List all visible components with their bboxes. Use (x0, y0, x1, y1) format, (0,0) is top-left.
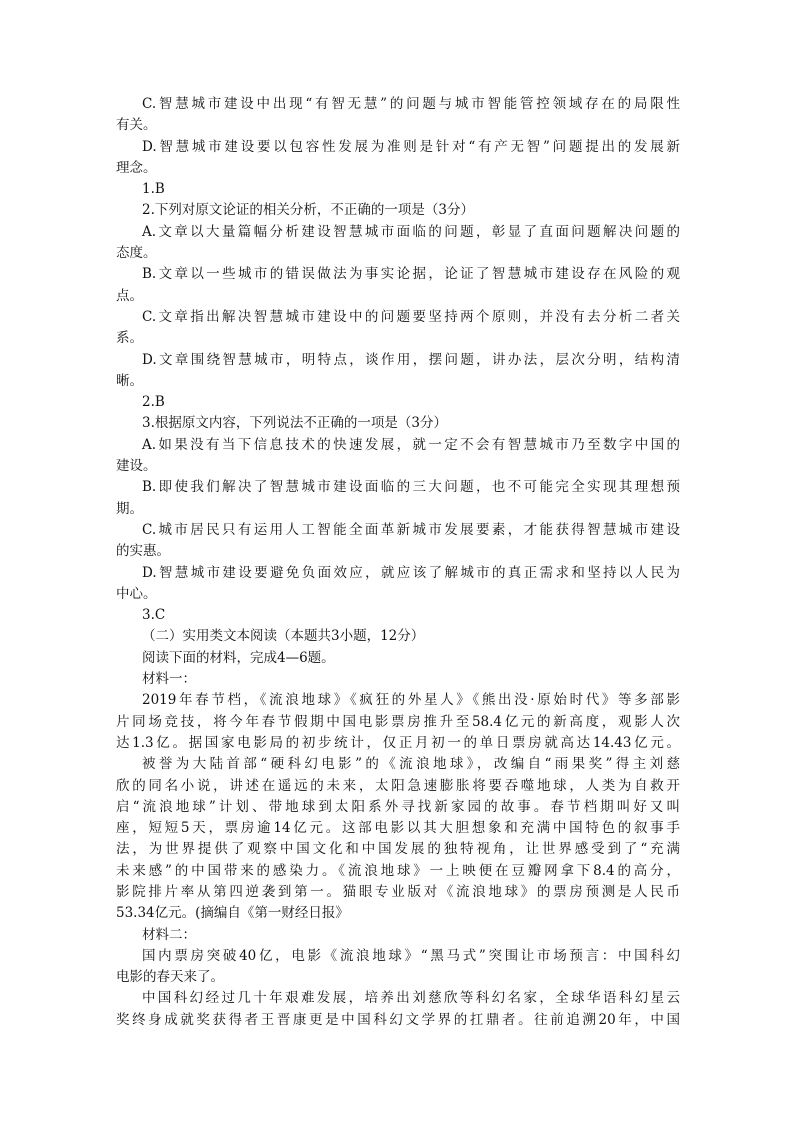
text-line: 片同场竞技，将今年春节假期中国电影票房推升至58.4亿元的新高度，观影人次 (116, 713, 680, 730)
text-line: D.智慧城市建设要以包容性发展为准则是针对“有产无智”问题提出的发展新 (142, 138, 680, 155)
text-line: 点。 (116, 287, 143, 304)
text-line: 座，短短5天，票房逾14亿元。这部电影以其大胆想象和充满中国特色的叙事手 (116, 820, 680, 837)
text-line: A.文章以大量篇幅分析建设智慧城市面临的问题，彰显了直面问题解决问题的 (142, 223, 680, 240)
text-line: 理念。 (116, 159, 157, 176)
text-line: 国内票房突破40亿，电影《流浪地球》“黑马式”突围让市场预言：中国科幻 (142, 947, 680, 964)
text-line: 期。 (116, 500, 143, 517)
text-line: 建设。 (116, 458, 157, 475)
answer-line: 3.C (142, 607, 166, 624)
text-line: B.即使我们解决了智慧城市建设面临的三大问题，也不可能完全实现其理想预 (142, 479, 680, 496)
text-line: 的实惠。 (116, 543, 170, 560)
material-heading: 材料一： (142, 671, 196, 688)
section-heading: （二）实用类文本阅读（本题共3小题，12分） (142, 628, 425, 645)
text-line: 晰。 (116, 372, 143, 389)
text-line: 未来感”的中国带来的感染力。《流浪地球》一上映便在豆瓣网拿下8.4的高分， (116, 862, 680, 879)
answer-line: 2.B (142, 394, 165, 411)
text-line: C.智慧城市建设中出现“有智无慧”的问题与城市智能管控领域存在的局限性 (142, 96, 680, 112)
text-line: 有关。 (116, 117, 157, 134)
material-heading: 材料二： (142, 926, 196, 943)
text-line: 中心。 (116, 585, 157, 602)
question-line: 3.根据原文内容，下列说法不正确的一项是（3分） (142, 415, 447, 432)
answer-line: 1.B (142, 181, 165, 198)
text-line: 中国科幻经过几十年艰难发展，培养出刘慈欣等科幻名家，全球华语科幻星云 (142, 990, 680, 1007)
question-line: 2.下列对原文论证的相关分析，不正确的一项是（3分） (142, 202, 474, 219)
text-line: 系。 (116, 330, 143, 347)
text-line: 影院排片率从第四逆袭到第一。猫眼专业版对《流浪地球》的票房预测是人民币 (116, 883, 680, 900)
document-page (116, 94, 680, 1031)
text-line: D.智慧城市建设要避免负面效应，就应该了解城市的真正需求和坚持以人民为 (142, 564, 680, 581)
text-line: 被誉为大陆首部“硬科幻电影”的《流浪地球》，改编自“雨果奖”得主刘慈 (142, 756, 680, 773)
text-line: B.文章以一些城市的错误做法为事实论据，论证了智慧城市建设存在风险的观 (142, 266, 680, 283)
text-line: 53.34亿元。(摘编自《第一财经日报》 (116, 905, 349, 922)
text-line: 2019年春节档，《流浪地球》《疯狂的外星人》《熊出没·原始时代》等多部影 (142, 692, 680, 709)
text-line: 启“流浪地球”计划、带地球到太阳系外寻找新家园的故事。春节档期叫好又叫 (116, 798, 680, 815)
text-line: 态度。 (116, 245, 157, 262)
text-line: 欣的同名小说，讲述在遥远的未来，太阳急速膨胀将要吞噬地球，人类为自救开 (116, 777, 680, 794)
text-line: 电影的春天来了。 (116, 969, 224, 986)
text-line: D.文章围绕智慧城市，明特点，谈作用，摆问题，讲办法，层次分明，结构清 (142, 351, 680, 368)
text-line: 达1.3亿。据国家电影局的初步统计，仅正月初一的单日票房就高达14.43亿元。 (116, 734, 680, 751)
text-line: C.城市居民只有运用人工智能全面革新城市发展要素，才能获得智慧城市建设 (142, 521, 680, 538)
text-line: C.文章指出解决智慧城市建设中的问题要坚持两个原则，并没有去分析二者关 (142, 308, 680, 325)
text-line: A.如果没有当下信息技术的快速发展，就一定不会有智慧城市乃至数字中国的 (142, 436, 680, 453)
text-line: 奖终身成就奖获得者王晋康更是中国科幻文学界的扛鼎者。往前追溯20年，中国 (116, 1011, 680, 1028)
text-line: 法，为世界提供了观察中国文化和中国发展的独特视角，让世界感受到了“充满 (116, 841, 680, 858)
instruction-line: 阅读下面的材料，完成4—6题。 (142, 649, 335, 666)
